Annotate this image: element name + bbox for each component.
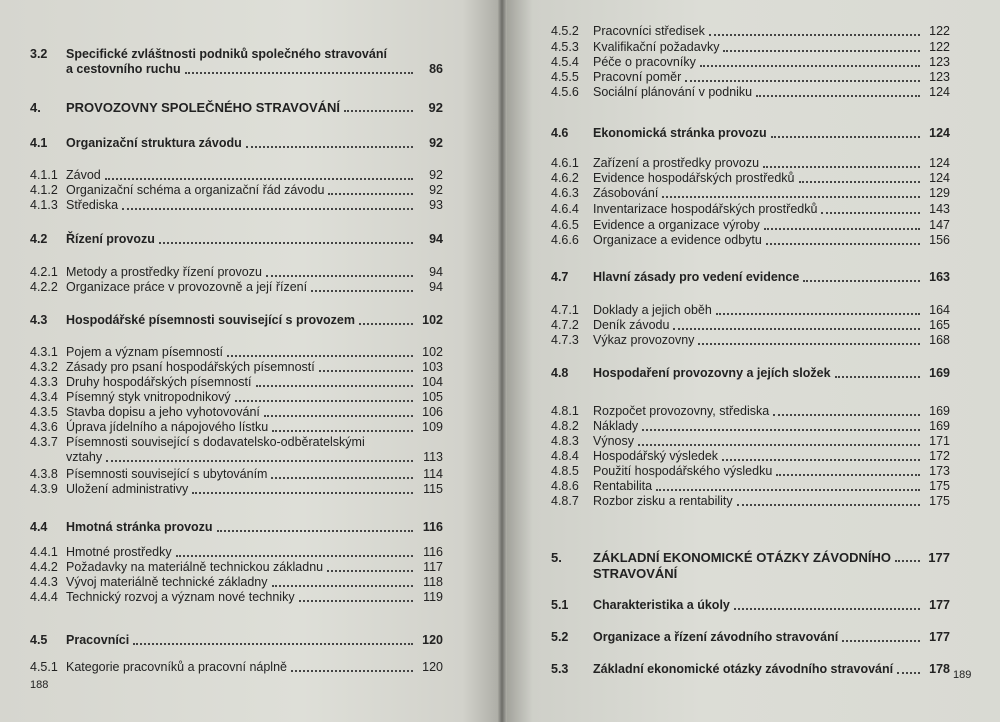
toc-entry [30,168,443,183]
toc-entry-page: 113 [423,450,443,464]
toc-entry [30,545,443,560]
toc-entry-page: 116 [422,520,443,534]
toc-entry-page: 168 [929,333,950,347]
toc-entry-title: Hospodářské písemnosti související s provozem [66,313,355,327]
toc-entry [30,420,443,435]
toc-entry [30,467,443,482]
toc-entry-page: 124 [929,156,950,170]
toc-entry-page: 120 [422,660,443,674]
toc-entry-page: 106 [422,405,443,419]
left-folio: 188 [30,679,49,691]
toc-entry-page: 102 [422,345,443,359]
toc-entry-number: 4.3.6 [30,420,58,434]
toc-entry-title: Ekonomická stránka provozu [593,126,767,140]
toc-entry-title: Inventarizace hospodářských prostředků [593,202,818,216]
toc-entry [30,62,443,77]
toc-entry-page: 120 [422,633,443,647]
toc-entry-page: 177 [929,598,950,612]
toc-entry-number: 4.6 [551,126,569,140]
toc-entry [551,270,950,285]
toc-entry [551,156,950,171]
toc-entry-page: 116 [423,545,443,559]
toc-entry-title: Organizační struktura závodu [66,136,242,150]
toc-entry-title: STRAVOVÁNÍ [593,566,678,581]
toc-leader-dots [159,242,413,244]
toc-entry [30,520,443,535]
toc-entry [30,450,443,465]
toc-entry [551,449,950,464]
toc-entry-title: Pracovníci středisek [593,24,705,38]
toc-leader-dots [299,600,413,602]
toc-leader-dots [897,672,920,674]
toc-entry [30,575,443,590]
toc-entry [551,70,950,85]
toc-entry-number: 4.5.4 [551,55,579,69]
toc-leader-dots [266,275,413,277]
toc-entry-number: 4.8.4 [551,449,579,463]
toc-entry [551,126,950,141]
toc-leader-dots [685,80,920,82]
toc-entry-page: 173 [929,464,950,478]
toc-leader-dots [185,72,413,74]
toc-entry-page: 92 [429,136,443,150]
toc-leader-dots [328,193,413,195]
toc-entry [30,435,443,450]
toc-entry-page: 177 [928,550,950,565]
toc-entry-title: Náklady [593,419,639,433]
toc-entry-title: Písemnosti související s ubytováním [66,467,268,481]
toc-entry-title: Výkaz provozovny [593,333,695,347]
toc-leader-dots [133,643,413,645]
toc-entry-title: Požadavky na materiálně technickou základnu [66,560,324,574]
toc-leader-dots [235,400,413,402]
toc-entry-number: 4.1 [30,136,48,150]
toc-entry-number: 4.6.2 [551,171,579,185]
toc-entry-title: Kategorie pracovníků a pracovní náplně [66,660,287,674]
toc-entry-number: 5.2 [551,630,569,644]
toc-entry [30,660,443,675]
toc-entry-number: 4.3.7 [30,435,58,449]
toc-entry [551,333,950,348]
toc-leader-dots [642,429,920,431]
toc-entry-page: 122 [929,40,950,54]
toc-leader-dots [227,355,413,357]
toc-entry [551,566,950,581]
toc-entry-title: vztahy [66,450,103,464]
toc-leader-dots [737,504,920,506]
toc-entry [551,233,950,248]
toc-entry-number: 4. [30,100,41,115]
toc-entry-number: 4.2.2 [30,280,58,294]
toc-entry-title: Organizace a řízení závodního stravování [593,630,839,644]
toc-entry [30,375,443,390]
toc-entry-page: 177 [929,630,950,644]
toc-entry [30,183,443,198]
toc-entry-number: 4.5.3 [551,40,579,54]
toc-entry-number: 4.3.3 [30,375,58,389]
toc-entry-title: Hlavní zásady pro vedení evidence [593,270,800,284]
toc-entry-number: 4.5.5 [551,70,579,84]
toc-entry-page: 172 [929,449,950,463]
toc-entry [551,550,950,565]
toc-entry [551,40,950,55]
toc-entry-page: 86 [429,62,443,76]
toc-entry-number: 4.5.6 [551,85,579,99]
toc-entry [551,318,950,333]
toc-entry-number: 4.7 [551,270,569,284]
toc-leader-dots [773,414,920,416]
toc-entry [551,479,950,494]
toc-entry-number: 4.3.9 [30,482,58,496]
toc-entry-number: 4.8.2 [551,419,579,433]
toc-leader-dots [799,181,920,183]
toc-leader-dots [803,280,920,282]
toc-entry-number: 4.4 [30,520,48,534]
toc-entry [551,464,950,479]
toc-entry-number: 4.8 [551,366,569,380]
toc-entry-number: 5.3 [551,662,569,676]
toc-entry-number: 4.2.1 [30,265,58,279]
toc-entry-page: 104 [422,375,443,389]
toc-entry-number: 4.3.8 [30,467,58,481]
toc-leader-dots [246,146,413,148]
toc-entry-number: 4.5 [30,633,48,647]
toc-entry-title: Rentabilita [593,479,653,493]
toc-entry-page: 175 [929,479,950,493]
toc-entry [551,434,950,449]
toc-leader-dots [673,328,920,330]
toc-entry-page: 124 [929,85,950,99]
toc-entry-number: 4.6.5 [551,218,579,232]
toc-entry-title: Rozbor zisku a rentability [593,494,733,508]
toc-entry [30,633,443,648]
toc-entry-number: 4.8.5 [551,464,579,478]
toc-entry-page: 163 [929,270,950,284]
toc-entry-number: 4.4.3 [30,575,58,589]
toc-entry-number: 4.7.2 [551,318,579,332]
toc-leader-dots [698,343,920,345]
toc-entry-number: 4.3.1 [30,345,58,359]
toc-entry-title: Pracovníci [66,633,130,647]
toc-entry-number: 4.7.1 [551,303,579,317]
toc-leader-dots [192,492,413,494]
toc-entry-page: 94 [429,232,443,246]
toc-entry-title: Hospodaření provozovny a jejích složek [593,366,831,380]
toc-leader-dots [344,110,413,112]
toc-leader-dots [122,208,413,210]
toc-entry-page: 105 [422,390,443,404]
toc-entry [551,494,950,509]
toc-leader-dots [319,370,413,372]
toc-entry-title: ZÁKLADNÍ EKONOMICKÉ OTÁZKY ZÁVODNÍHO [593,550,892,565]
toc-entry-title: Doklady a jejich oběh [593,303,712,317]
toc-leader-dots [264,415,413,417]
toc-entry-number: 4.4.4 [30,590,58,604]
toc-entry-page: 169 [929,419,950,433]
toc-entry-title: Zásobování [593,186,659,200]
toc-entry [551,366,950,381]
toc-leader-dots [895,560,920,562]
toc-entry-title: Uložení administrativy [66,482,189,496]
toc-entry-page: 165 [929,318,950,332]
toc-entry [30,47,443,62]
toc-leader-dots [106,460,413,462]
toc-entry [551,24,950,39]
toc-entry [30,198,443,213]
toc-entry-number: 4.6.3 [551,186,579,200]
toc-entry-number: 4.5.2 [551,24,579,38]
toc-entry-title: Řízení provozu [66,232,155,246]
toc-entry-title: Hmotná stránka provozu [66,520,213,534]
toc-entry-number: 4.6.6 [551,233,579,247]
toc-leader-dots [271,477,413,479]
toc-entry-title: Péče o pracovníky [593,55,696,69]
toc-leader-dots [105,178,413,180]
toc-entry-title: Úprava jídelního a nápojového lístku [66,420,269,434]
toc-leader-dots [835,376,920,378]
toc-entry [551,419,950,434]
toc-entry [551,630,950,645]
toc-entry [30,345,443,360]
toc-entry-page: 117 [423,560,443,574]
toc-entry-title: Technický rozvoj a význam nové techniky [66,590,295,604]
toc-entry [551,55,950,70]
toc-entry-title: Vývoj materiálně technické základny [66,575,268,589]
toc-leader-dots [763,166,920,168]
toc-entry [551,598,950,613]
toc-entry-number: 4.8.6 [551,479,579,493]
toc-entry-page: 109 [422,420,443,434]
toc-entry-number: 4.3.4 [30,390,58,404]
right-toc [503,0,1000,722]
toc-entry-title: Písemnosti související s dodavatelsko-odběratelskými [66,435,365,449]
toc-leader-dots [716,313,920,315]
toc-leader-dots [756,95,920,97]
toc-entry-title: Specifické zvláštnosti podniků společného stravování [66,47,387,61]
toc-entry-number: 5. [551,550,562,565]
toc-leader-dots [217,530,413,532]
toc-entry-title: Pojem a význam písemností [66,345,224,359]
toc-entry-page: 103 [422,360,443,374]
toc-entry-page: 122 [929,24,950,38]
toc-entry-title: Hmotné prostředky [66,545,172,559]
toc-entry-title: Rozpočet provozovny, střediska [593,404,770,418]
toc-leader-dots [662,196,920,198]
toc-entry [551,186,950,201]
toc-entry [30,405,443,420]
toc-leader-dots [359,323,413,325]
toc-entry-number: 4.5.1 [30,660,58,674]
toc-leader-dots [722,459,920,461]
toc-entry [30,590,443,605]
toc-entry-number: 4.1.1 [30,168,58,182]
toc-entry-title: Základní ekonomické otázky závodního stravování [593,662,894,676]
toc-entry-title: Druhy hospodářských písemností [66,375,252,389]
toc-entry [30,560,443,575]
toc-entry-number: 4.8.1 [551,404,579,418]
toc-leader-dots [764,228,920,230]
toc-leader-dots [272,430,413,432]
toc-entry [30,136,443,151]
toc-entry-number: 4.8.7 [551,494,579,508]
toc-entry-number: 4.7.3 [551,333,579,347]
toc-entry-page: 102 [422,313,443,327]
toc-leader-dots [709,34,920,36]
toc-entry-title: Zařízení a prostředky provozu [593,156,760,170]
toc-entry [551,202,950,217]
toc-entry [30,100,443,115]
toc-entry-title: Organizační schéma a organizační řád závodu [66,183,325,197]
toc-entry-number: 5.1 [551,598,569,612]
toc-entry-number: 4.4.1 [30,545,58,559]
toc-entry [551,171,950,186]
toc-entry [551,662,950,677]
toc-entry-page: 94 [429,280,443,294]
toc-leader-dots [256,385,413,387]
toc-entry-title: Deník závodu [593,318,670,332]
toc-leader-dots [272,585,414,587]
toc-entry-title: Evidence hospodářských prostředků [593,171,795,185]
toc-entry-title: Charakteristika a úkoly [593,598,730,612]
toc-leader-dots [700,65,920,67]
toc-leader-dots [734,608,920,610]
toc-entry [30,390,443,405]
toc-entry-title: Zásady pro psaní hospodářských písemností [66,360,315,374]
toc-leader-dots [176,555,413,557]
toc-leader-dots [638,444,920,446]
toc-entry-title: Kvalifikační požadavky [593,40,720,54]
toc-entry-page: 124 [929,126,950,140]
toc-entry [30,232,443,247]
toc-entry-page: 123 [929,70,950,84]
toc-leader-dots [776,474,920,476]
toc-entry-title: Závod [66,168,101,182]
toc-leader-dots [327,570,413,572]
toc-entry-page: 92 [428,100,443,115]
toc-entry-page: 175 [929,494,950,508]
toc-entry-page: 129 [929,186,950,200]
toc-entry-title: Písemný styk vnitropodnikový [66,390,231,404]
toc-leader-dots [723,50,920,52]
toc-entry-page: 156 [929,233,950,247]
toc-entry-number: 3.2 [30,47,48,61]
toc-entry [551,85,950,100]
toc-entry-number: 4.4.2 [30,560,58,574]
toc-entry-title: Evidence a organizace výroby [593,218,760,232]
toc-entry-page: 143 [929,202,950,216]
toc-entry-number: 4.1.2 [30,183,58,197]
toc-entry-number: 4.6.1 [551,156,579,170]
toc-leader-dots [771,136,920,138]
toc-entry-page: 94 [429,265,443,279]
toc-entry [30,313,443,328]
toc-entry-number: 4.3.2 [30,360,58,374]
toc-entry-title: Pracovní poměr [593,70,682,84]
toc-leader-dots [291,670,413,672]
toc-entry [551,218,950,233]
right-page [503,0,1000,722]
toc-leader-dots [766,243,920,245]
toc-entry-page: 164 [929,303,950,317]
toc-entry-number: 4.6.4 [551,202,579,216]
toc-entry-title: Stavba dopisu a jeho vyhotovování [66,405,260,419]
right-folio: 189 [953,669,972,681]
toc-entry-number: 4.2 [30,232,48,246]
toc-entry [30,360,443,375]
toc-entry-page: 93 [429,198,443,212]
toc-entry-page: 115 [423,482,443,496]
toc-entry [30,280,443,295]
toc-entry [30,265,443,280]
toc-entry [30,482,443,497]
toc-leader-dots [311,290,413,292]
toc-leader-dots [821,212,920,214]
toc-entry-page: 178 [929,662,950,676]
toc-entry-page: 114 [423,467,443,481]
book-gutter [497,0,507,722]
toc-entry-title: Hospodářský výsledek [593,449,719,463]
toc-entry-title: Organizace práce v provozovně a její řízení [66,280,308,294]
toc-entry-title: Použití hospodářského výsledku [593,464,773,478]
toc-entry-page: 147 [929,218,950,232]
toc-entry-page: 119 [423,590,443,604]
toc-entry-page: 124 [929,171,950,185]
toc-entry-title: PROVOZOVNY SPOLEČNÉHO STRAVOVÁNÍ [66,100,341,115]
toc-entry-page: 169 [929,404,950,418]
toc-entry-page: 92 [429,168,443,182]
toc-entry-title: Metody a prostředky řízení provozu [66,265,262,279]
toc-entry [551,303,950,318]
toc-entry-page: 169 [929,366,950,380]
toc-entry [551,404,950,419]
toc-entry-number: 4.3 [30,313,48,327]
toc-entry-title: a cestovního ruchu [66,62,181,76]
toc-entry-page: 118 [423,575,443,589]
toc-leader-dots [656,489,920,491]
toc-entry-title: Střediska [66,198,119,212]
toc-leader-dots [842,640,920,642]
toc-entry-title: Výnosy [593,434,634,448]
toc-entry-page: 92 [429,183,443,197]
toc-entry-number: 4.1.3 [30,198,58,212]
toc-entry-number: 4.3.5 [30,405,58,419]
toc-entry-number: 4.8.3 [551,434,579,448]
toc-entry-title: Organizace a evidence odbytu [593,233,762,247]
toc-entry-page: 171 [929,434,950,448]
toc-entry-page: 123 [929,55,950,69]
toc-entry-title: Sociální plánování v podniku [593,85,753,99]
